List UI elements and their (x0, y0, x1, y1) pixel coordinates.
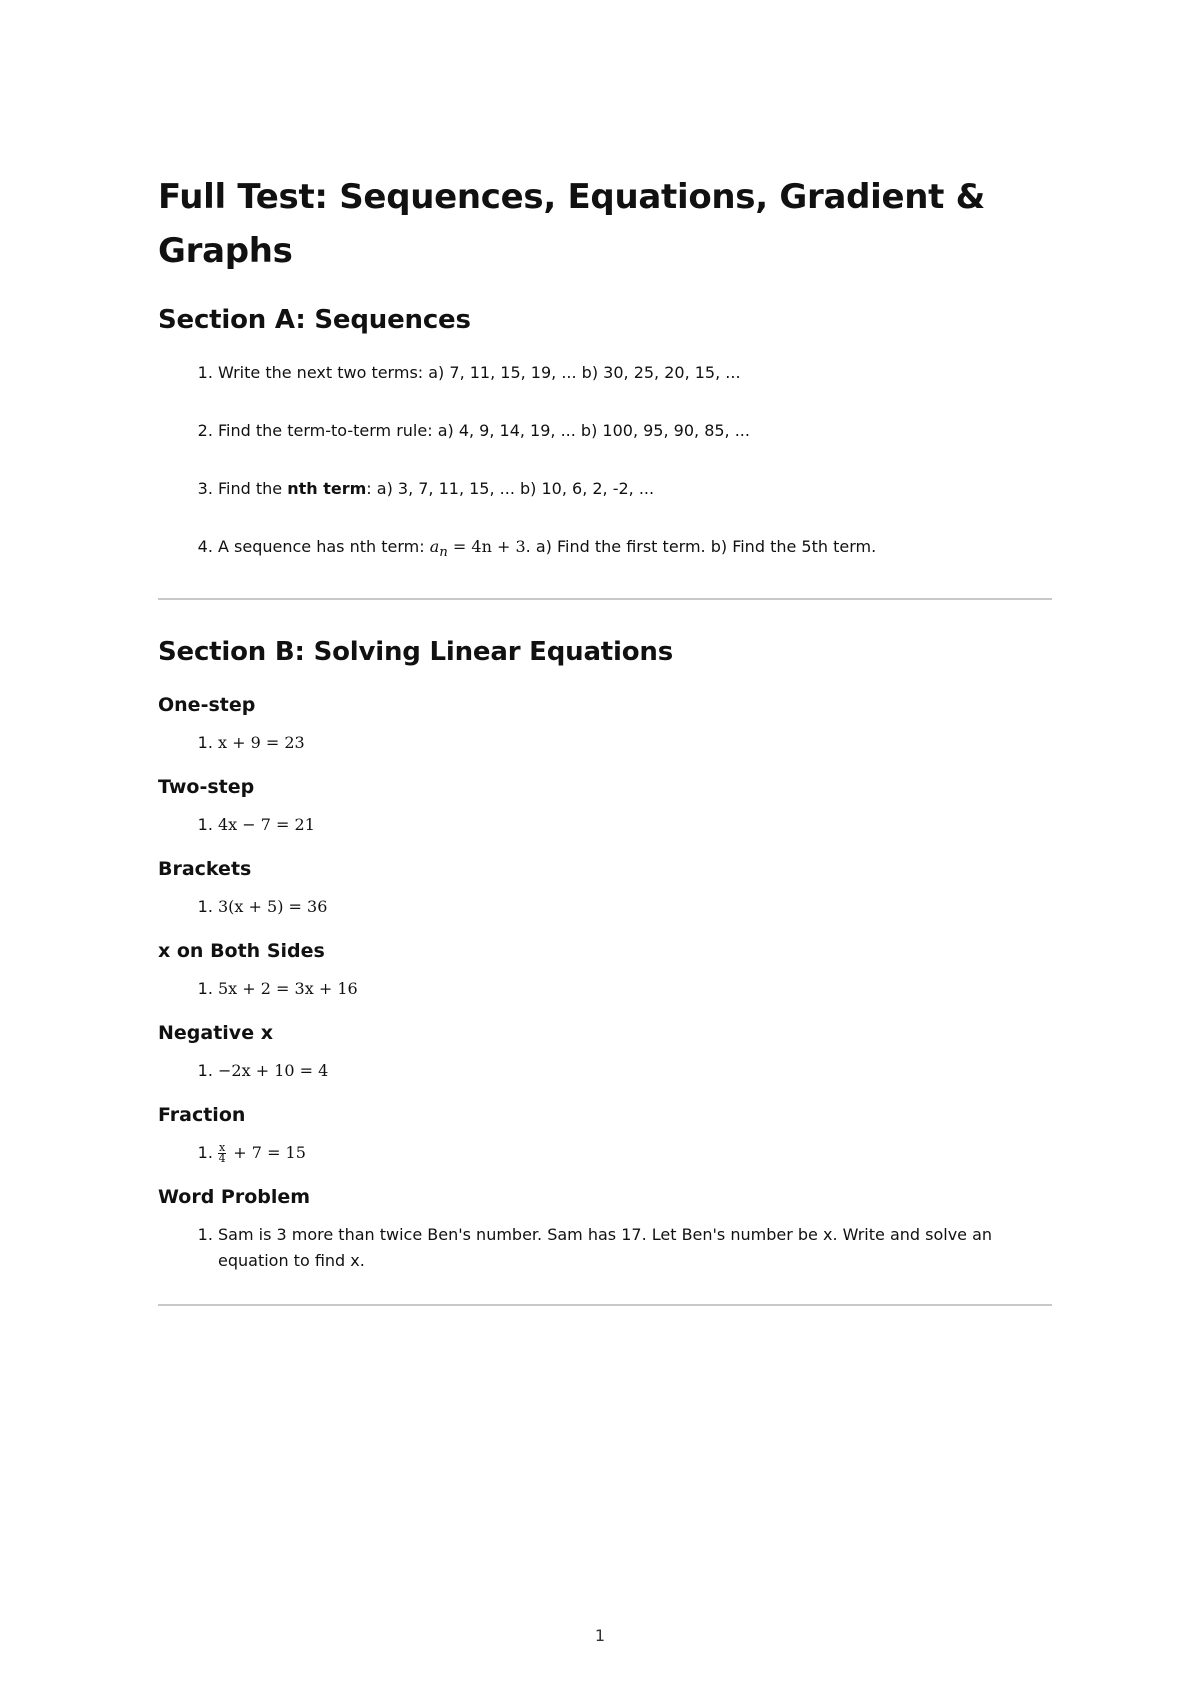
list-item (218, 730, 1052, 756)
list-item (218, 1140, 1052, 1166)
equation: 5x + 2 = 3x + 16 (218, 979, 358, 999)
section-divider (158, 598, 1052, 600)
question-text-suffix: . a) Find the first term. b) Find the 5th term. (525, 537, 877, 556)
word-problem-list (158, 1222, 1052, 1274)
subheading-negative-x: Negative x (158, 1022, 273, 1045)
question-text: Find the term-to-term rule: a) 4, 9, 14, 19, ... b) 100, 95, 90, 85, ... (218, 421, 750, 440)
negative-x-list (158, 1058, 1052, 1084)
list-item (218, 1222, 1052, 1274)
subheading-two-step: Two-step (158, 776, 255, 799)
question-text-prefix: Find the (218, 479, 288, 498)
equation: 3(x + 5) = 36 (218, 897, 328, 917)
document-page (158, 170, 1052, 1306)
list-item (218, 976, 1052, 1002)
list-item (218, 418, 1052, 444)
brackets-list (158, 894, 1052, 920)
list-item (218, 812, 1052, 838)
fraction-denominator: 4 (218, 1152, 226, 1166)
fraction (218, 1143, 226, 1164)
section-b-heading: Section B: Solving Linear Equations (158, 637, 673, 668)
sequence-questions-list (158, 360, 1052, 566)
question-text: Write the next two terms: a) 7, 11, 15, 19, ... b) 30, 25, 20, 15, ... (218, 363, 741, 382)
question-text-prefix: A sequence has nth term: (218, 537, 430, 556)
list-item (218, 1058, 1052, 1084)
section-a-heading: Section A: Sequences (158, 305, 471, 335)
fraction-numerator: 1. x (219, 1141, 226, 1155)
question-text-suffix: : a) 3, 7, 11, 15, ... b) 10, 6, 2, -2, ... (366, 479, 655, 498)
list-item (218, 360, 1052, 386)
equation: −2x + 10 = 4 (218, 1061, 329, 1081)
page-number: 1 (594, 1626, 606, 1645)
equation (218, 1141, 306, 1166)
fraction-list (158, 1140, 1052, 1166)
nth-term-emphasis: nth term (287, 479, 367, 498)
subheading-both-sides: x on Both Sides (158, 940, 325, 963)
formula-rhs: = 4n + 3 (447, 537, 526, 556)
formula-subscript: n (439, 545, 448, 561)
list-item (218, 894, 1052, 920)
subheading-fraction: Fraction (158, 1104, 246, 1127)
subheading-one-step: One-step (158, 694, 256, 717)
both-sides-list (158, 976, 1052, 1002)
nth-term-formula (429, 537, 526, 561)
equation: x + 9 = 23 (218, 733, 305, 753)
list-item (218, 534, 1052, 566)
two-step-list (158, 812, 1052, 838)
equation: 4x − 7 = 21 (218, 815, 315, 835)
subheading-word-problem: Word Problem (158, 1186, 311, 1209)
list-item (218, 476, 1052, 502)
formula-symbol: a (429, 537, 440, 556)
equation-rest: + 7 = 15 (228, 1143, 306, 1163)
one-step-list (158, 730, 1052, 756)
subheading-brackets: Brackets (158, 858, 252, 881)
page-title: Full Test: Sequences, Equations, Gradient & Graphs (158, 177, 985, 271)
section-divider (158, 1304, 1052, 1306)
word-problem-text: Sam is 3 more than twice Ben's number. Sam has 17. Let Ben's number be x. Write and solve an equation to find x. (218, 1225, 993, 1271)
